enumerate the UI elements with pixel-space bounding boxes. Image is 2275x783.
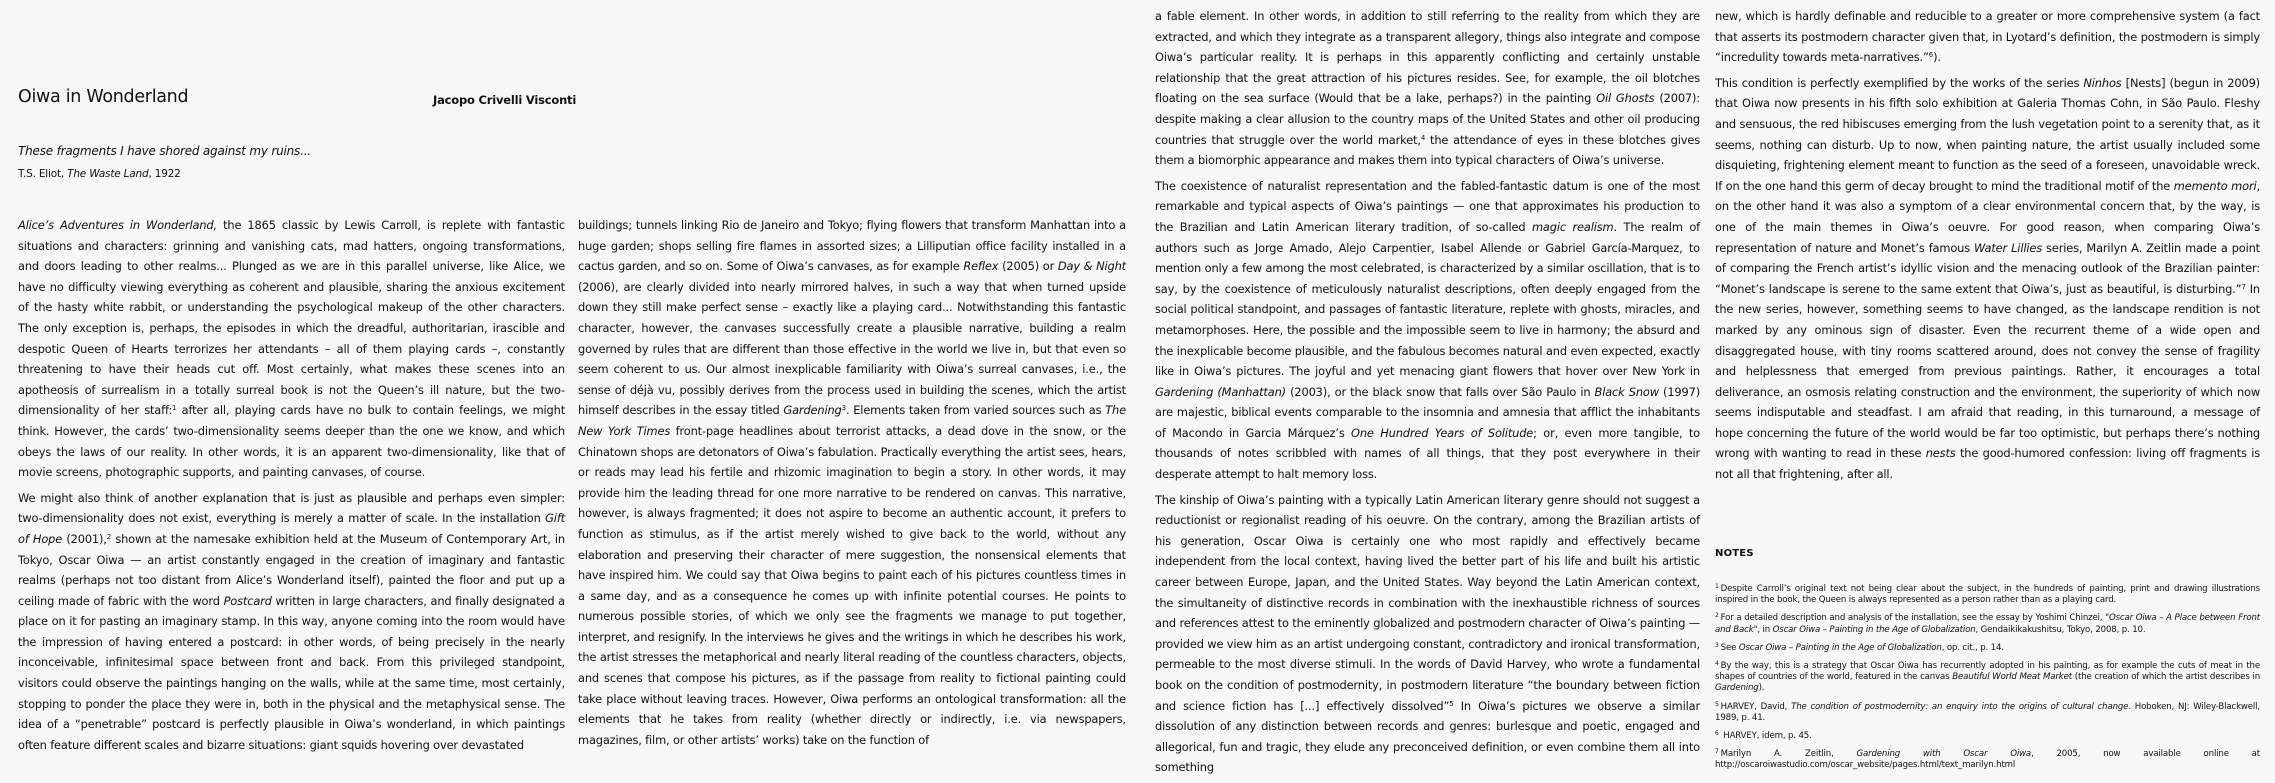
text-run: (2001), [62, 531, 107, 546]
italic-text: Gardening [783, 403, 842, 418]
footnote-item [1715, 658, 2260, 695]
text-run: For a detailed description and analysis of the installation, see the essay by Yoshimi Chinzei, [1720, 613, 2106, 624]
italic-text: Black Snow [1594, 384, 1659, 399]
text-column-3 [1155, 6, 1700, 783]
text-run: . Hoboken, NJ: Wiley-Blackwell, 1989, p. 41. [1715, 701, 2260, 723]
footnote-item [1715, 640, 2260, 654]
footnote-number: 7 [1715, 748, 1719, 756]
footnote-item [1715, 728, 2260, 742]
footnote-number: 1 [1715, 583, 1719, 590]
text-run: HARVEY, David, [1720, 701, 1792, 712]
article-author: Jacopo Crivelli Visconti [433, 93, 577, 107]
text-run: a fable element. In other words, in addition to still referring to the reality from which they are extracted, and which they integrate as a transparent allegory, things also integrate and compose Oiwa’s particular reality. It is perhaps in this apparently conflicting and certainly unstable relationship that the great attraction of his pictures resides. See, for example, the oil blotches floating on the sea surface (Would that be a lake, perhaps?) in the painting [1155, 9, 1700, 106]
text-run: The coexistence of naturalist representation and the fabled-fantastic datum is one of the most remarkable and typical aspects of Oiwa’s paintings — one that approximates his production to the Brazilian and Latin American literary tradition, of so-called [1155, 178, 1700, 234]
italic-text: Alice’s Adventures in Wonderland, [18, 218, 217, 232]
footnote-item [1715, 581, 2260, 606]
text-run: front-page headlines about terrorist attacks, a dead dove in the snow, or the Chinatown shops are detonators of Oiwa’s fabulation. Practically everything the artist sees, hears, or reads may lead his fertile and rhizomic imagination to begin a story. In other words, it may provide him the leading thread for one more narrative to be rendered on canvas. This narrative, however, is always fragmented; it does not aspire to become an authentic account, it prefers to function as stimulus, as if the artist merely wished to give back to the world, without any elaboration and preserving their character of mere suggestion, the nonsensical elements that have inspired him. We could say that Oiwa begins to paint each of his pictures countless times in a same day, and as a consequence he comes up with infinite potential courses. He points to numerous possible stories, of which we only see the fragments we manage to put together, interpret, and resignify. In the interviews he gives and the writings in which he describes his work, the artist stresses the metaphorical and nearly literal reading of the countless characters, objects, and scenes that compose his pictures, as if the passage from reality to fictional painting could take place without leaving traces. However, Oiwa performs an ontological transformation: all the elements that he takes from reality (whether directly or indirectly, i.e. via newspapers, magazines, film, or other artists’ works) take on the function of [578, 423, 1126, 747]
text-run: (2003), or the black snow that falls over São Paulo in [1285, 384, 1595, 399]
italic-text: Reflex [963, 259, 999, 274]
text-run: We might also think of another explanation that is just as plausible and perhaps even simpler: two-dimensionality does not exist, everything is merely a matter of scale. In the installation [18, 490, 565, 526]
attribution-author: T.S. Eliot, [18, 168, 68, 180]
italic-text: Oil Ghosts [1596, 91, 1655, 106]
italic-text: Gardening (Manhattan) [1155, 384, 1286, 399]
body-paragraph [18, 488, 565, 756]
italic-text: Beautiful World Meat Market [1952, 672, 2072, 683]
italic-text: The New York Times [578, 403, 1126, 438]
footnote-item [1715, 699, 2260, 724]
text-column-1 [18, 215, 565, 760]
text-run: , op. cit., p. 14. [1941, 642, 2004, 653]
text-run: , in [1757, 624, 1773, 635]
attribution-year: , 1922 [148, 168, 181, 180]
italic-text: Postcard [223, 593, 272, 608]
article-title: Oiwa in Wonderland [18, 87, 189, 107]
text-run: , on the other hand it was also a symptom of a clear environmental concern that, by the way, is one of the main themes in Oiwa’s oeuvre. For good reason, when comparing Oiwa’s representation of nature and Monet’s famous [1715, 178, 2260, 255]
footnote-ref: 2 [106, 532, 112, 541]
text-run: the 1865 classic by Lewis Carroll, is replete with fantastic situations and characters: grinning and vanishing cats, mad hatters, ongoing transformations, and doors leading to other realms... Plunged as we are in this parallel universe, like Alice, we have no difficulty viewing everything as coherent and plausible, sharing the anxious excitement of the hasty white rabbit, or understanding the psychological makeup of the other characters. The only exception is, perhaps, the episodes in which the dreadful, authoritarian, irascible and despotic Queen of Hearts terrorizes her attendants – all of them playing cards –, constantly threatening to have their heads cut off. Most certainly, what makes these scenes into an apotheosis of surrealism in a totally surreal book is not the Queen’s ill nature, but the two-dimensionality of her staff: [18, 218, 565, 418]
text-run: Marilyn A. Zeitlin, [1720, 749, 1857, 760]
footnote-number: 4 [1715, 660, 1719, 668]
text-column-4 [1715, 6, 2260, 490]
footnote-number: 3 [1715, 641, 1719, 649]
text-run: shown at the namesake exhibition held at the Museum of Contemporary Art, in Tokyo, Oscar Oiwa — an artist constantly engaged in the creation of imaginary and fantastic realms (perhaps not too distant from Alice’s Wonderland itself), painted the floor and put up a ceiling made of fabric with the word [18, 531, 565, 608]
footnote-item [1715, 610, 2260, 635]
text-run: In the new series, however, something seems to have changed, as the landscape rendition is not marked by any ominous sign of disaster. Even the recurrent theme of a wide open and disaggregated house, with tiny rooms scattered around, does not convey the sense of fragility and helplessness that emerged from previous paintings. Rather, it encourages a total deliverance, an osmosis relating construction and the environment, the superiority of which now seems indisputable and steadfast. I am afraid that reading, in this turnaround, a message of hope concerning the future of the world would be far too optimistic, but perhaps there’s nothing wrong with wanting to read in these [1715, 281, 2260, 461]
italic-text: Gardening with Oscar Oiwa [1856, 749, 2032, 760]
italic-text: magic realism [1531, 219, 1614, 234]
text-run: , Gendaikikakushitsu, Tokyo, 2008, p. 10. [1975, 624, 2146, 635]
text-run: series, Marilyn A. Zeitlin made a point of comparing the French artist’s idyllic vision and the menacing outlook of the Brazilian painter: “Monet’s landscape is serene to the same extent that Oiwa’s, just as beautiful, is disturbing.” [1715, 240, 2260, 296]
text-run: after all, playing cards have no bulk to contain feelings, we might think. However, the cards’ two-dimensionality seems deeper than the one we know, and which obeys the laws of our reality. In other words, it is an apparent two-dimensionality, like that of movie screens, photographic supports, and painting canvases, of course. [18, 403, 566, 480]
text-run: This condition is perfectly exemplified by the works of the series [1715, 75, 2084, 90]
body-paragraph [1715, 73, 2260, 485]
text-run: (1997) are majestic, biblical events comparable to the insomnia and amnesia that afflict the inhabitants of Macondo in Garcia Márquez’s [1155, 384, 1701, 440]
body-paragraph [1155, 490, 1700, 778]
italic-text: Gift of Hope [18, 511, 565, 546]
text-run: . The realm of authors such as Jorge Amado, Alejo Carpentier, Isabel Allende or Gabriel García-Marquez, to mention only a few among the most celebrated, is characterized by a similar oscillation, that is to say, by the coexistence of meticulously naturalist descriptions, often deeply engaged from the social political standpoint, and passages of fantastic literature, replete with ghosts, miracles, and metamorphoses. Here, the possible and the impossible seem to live in harmony; the absurd and the inexplicable become plausible, and the fabulous becomes natural and even expected, exactly like in Oiwa’s pictures. The joyful and yet menacing giant flowers that hover over New York in [1155, 219, 1701, 379]
text-run: ). [1758, 683, 1765, 694]
footnote-ref: 5 [1449, 699, 1454, 708]
text-run: [Nests] (begun in 2009) that Oiwa now presents in his fifth solo exhibition at Galeria Thomas Cohn, in São Paulo. Fleshy and sensuous, the red hibiscuses emerging from the lush vegetation point to a serenity that, as it seems, nothing can disturb. Up to now, when painting nature, the artist usually included some disquieting, frightening element meant to function as the seed of a foreseen, unavoidable wreck. If on the one hand this germ of decay brought to mind the traditional motif of the [1715, 75, 2260, 193]
body-paragraph [1155, 6, 1700, 171]
italic-text: Gardening [1715, 683, 1759, 694]
footnote-ref: 3 [841, 404, 846, 413]
footnotes-list [1715, 581, 2260, 776]
text-run: the good-humored confession: living off fragments is not all that frightening, after all. [1715, 446, 2260, 482]
text-run: ). [1933, 50, 1941, 65]
text-run: By the way, this is a strategy that Oscar Oiwa has recurrently adopted in his painting, as for example the cuts of meat in the shapes of countries of the world, featured in the canvas [1715, 661, 2260, 683]
italic-text: Day & Night [1057, 259, 1126, 274]
text-run: HARVEY, idem, p. 45. [1720, 731, 1812, 742]
body-paragraph [1155, 176, 1700, 485]
text-run: , 2005, now available online at http://oscaroiwastudio.com/oscar_website/pages.html/text_marilyn.html [1715, 749, 2261, 771]
text-run: written in large characters, and finally designated a place on it for pasting an imaginary stamp. In this way, anyone coming into the room would have the impression of having entered a postcard: in other words, of being precisely in the nearly inconceivable, infinitesimal space between front and back. From this privileged standpoint, visitors could observe the paintings hanging on the walls, while at the same time, most certainly, stopping to ponder the place they were in, both in the physical and the metaphysical sense. The idea of a “penetrable” postcard is perfectly plausible in Oiwa’s wonderland, in which paintings often feature different scales and bizarre situations: giant squids hovering over devastated [18, 593, 565, 752]
text-run: See [1720, 642, 1739, 653]
attribution-work-title: The Waste Land [67, 168, 149, 180]
footnote-ref: 4 [1420, 133, 1426, 142]
notes-heading: NOTES [1715, 548, 1754, 559]
epigraph-attribution [18, 168, 181, 180]
epigraph-quote: These fragments I have shored against my ruins... [18, 144, 311, 158]
body-paragraph [18, 215, 565, 483]
italic-text: "Oscar Oiwa – A Place between Front and Back" [1715, 613, 2260, 635]
text-run: (2006), are clearly divided into nearly mirrored halves, in such a way that when turned upside down they still make perfect sense – exactly like a playing card... Notwithstanding this fantastic character, however, the canvases successfully create a plausible narrative, building a realm governed by rules that are different than those effective in the world we live in, but that even so seem coherent to us. Our almost inexplicable familiarity with Oiwa’s surreal canvases, i.e., the sense of déjà vu, possibly derives from the process used in building the scenes, which the artist himself describes in the essay titled [578, 279, 1126, 418]
text-run: ; or, even more tangible, to thousands of notes scribbled with names of all things, that they post everywhere in their desperate attempt to halt memory loss. [1155, 425, 1700, 482]
text-run: Despite Carroll’s original text not being clear about the subject, in the hundreds of painting, print and drawing illustrations inspired in the book, the Queen is always represented as a person rather than as a playing card. [1715, 584, 2260, 606]
italic-text: Ninhos [2083, 75, 2122, 90]
footnote-number: 5 [1715, 700, 1719, 708]
footnote-item [1715, 746, 2260, 771]
text-run: (2007): despite making a clear allusion to the country maps of the United States and other oil producing countries that struggle over the world market, [1155, 91, 1700, 147]
italic-text: memento mori [2173, 178, 2257, 193]
footnote-ref: 7 [2241, 282, 2246, 291]
text-column-2 [578, 215, 1126, 755]
italic-text: One Hundred Years of Solitude [1351, 425, 1534, 440]
italic-text: Oscar Oiwa – Painting in the Age of Globalization [1738, 642, 1942, 653]
text-run: The kinship of Oiwa’s painting with a typically Latin American literary genre should not suggest a reductionist or regionalist reading of his oeuvre. On the contrary, among the Brazilian artists of his generation, Oscar Oiwa is certainly one who most rapidly and effectively became independent from the local context, having lived the better part of his life and built his artistic career between Europe, Japan, and the United States. Way beyond the Latin American context, the simultaneity of distinctive records in combination with the inexhaustible richness of sources and references attest to the eminently globalized and postmodern character of Oiwa’s painting — provided we view him as an artist undergoing constant, contradictory and ironical transformation, permeable to the most diverse stimuli. In the words of David Harvey, who wrote a fundamental book on the condition of postmodernity, in postmodern literature “the boundary between fiction and science fiction has [...] effectively dissolved” [1155, 492, 1701, 713]
text-run: buildings; tunnels linking Rio de Janeiro and Tokyo; flying flowers that transform Manhattan into a huge garden; shops selling fire flames in assorted sizes; a Lilliputian office facility installed in a cactus garden, and so on. Some of Oiwa’s canvases, as for example [578, 218, 1126, 274]
italic-text: Water Lillies [1974, 240, 2043, 255]
text-run: (2005) or [998, 259, 1058, 274]
text-run: (the creation of which the artist describes in [2071, 672, 2261, 683]
footnote-ref: 1 [172, 404, 177, 413]
italic-text: Oscar Oiwa – Painting in the Age of Globalization [1772, 624, 1976, 635]
text-run: the attendance of eyes in these blotches gives them a biomorphic appearance and makes them into typical characters of Oiwa’s universe. [1155, 132, 1700, 168]
text-run: . Elements taken from varied sources such as [845, 403, 1106, 418]
text-run: new, which is hardly definable and reducible to a greater or more comprehensive system (a fact that asserts its postmodern character given that, in Lyotard’s definition, the postmodern is simply “incredulity towards meta-narratives.” [1715, 9, 2260, 65]
body-paragraph [578, 215, 1126, 750]
footnote-ref: 6 [1928, 51, 1934, 60]
italic-text: The condition of postmodernity: an enquiry into the origins of cultural change [1791, 701, 2129, 712]
footnote-number: 2 [1715, 612, 1719, 620]
footnote-number: 6 [1715, 730, 1719, 738]
body-paragraph [1715, 6, 2260, 68]
italic-text: nests [1925, 446, 1956, 461]
text-run: In Oiwa’s pictures we observe a similar dissolution of any distinction between records and genres: burlesque and poetic, engaged and allegorical, fun and tragic, they elude any preconceived definition, or even combine them all into something [1155, 698, 1700, 775]
